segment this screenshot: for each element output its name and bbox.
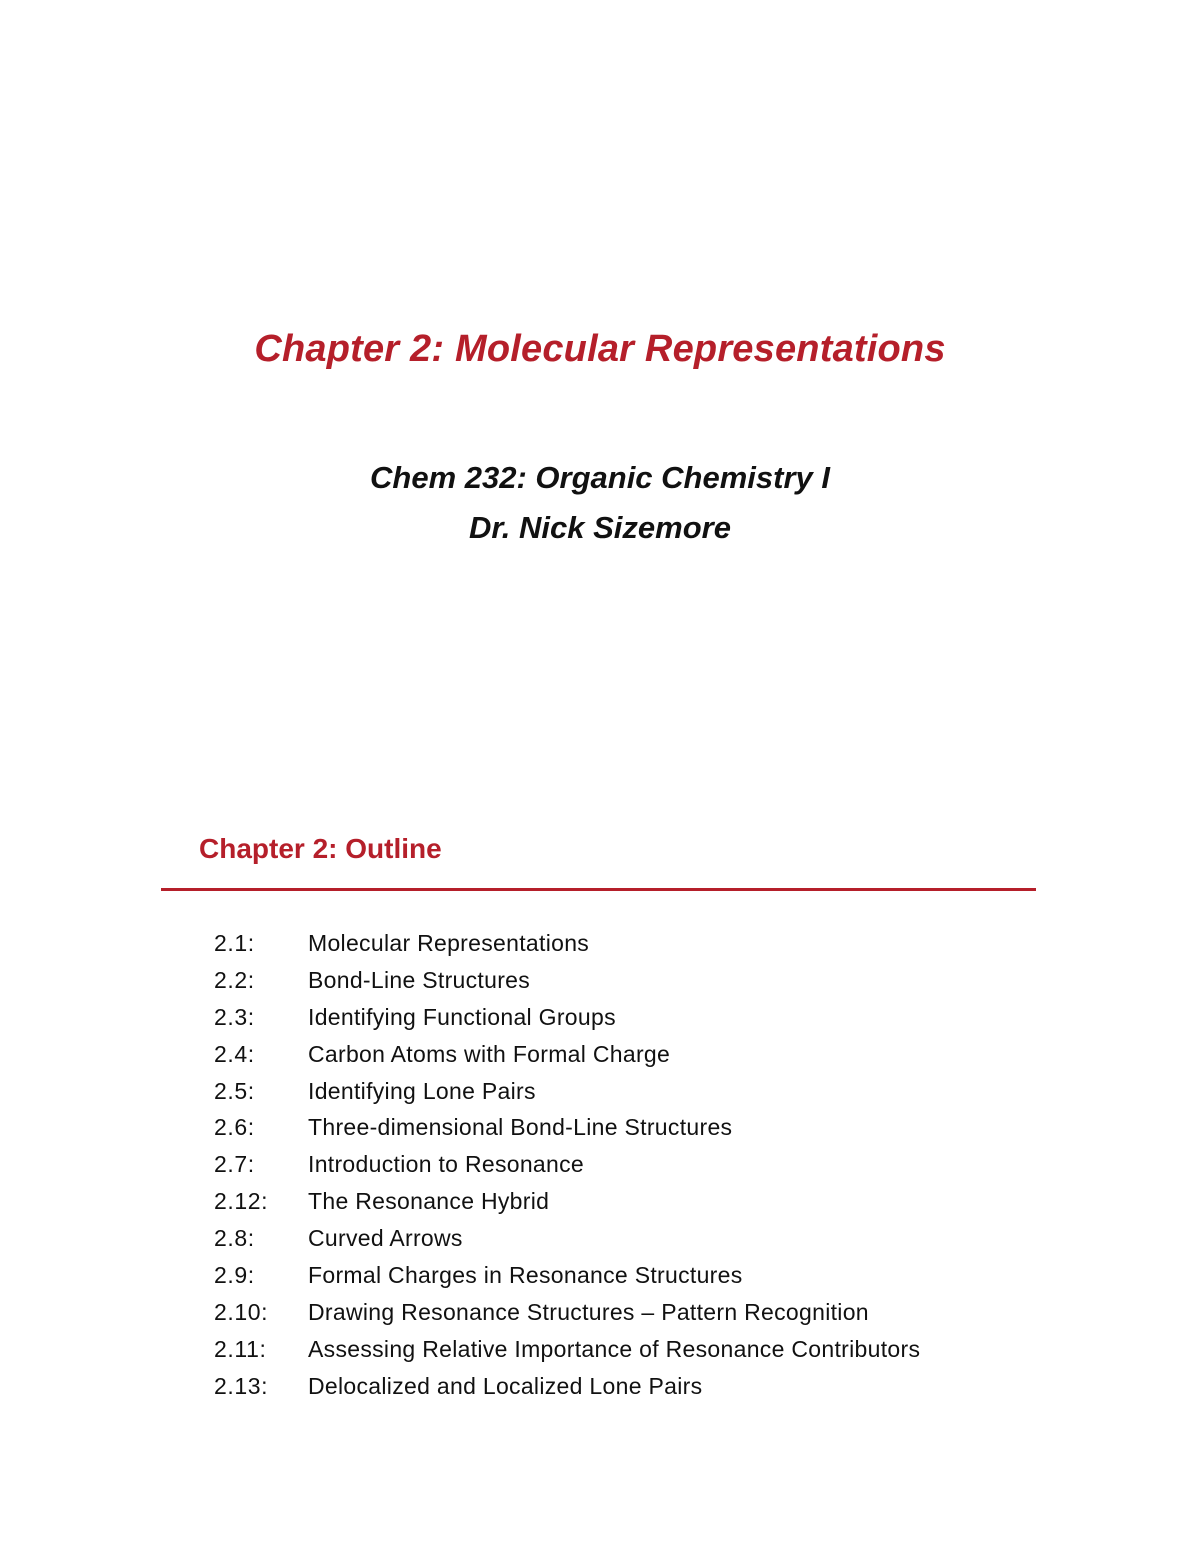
outline-item-number: 2.8: [214, 1225, 255, 1252]
outline-item [214, 1109, 920, 1146]
outline-item [214, 1073, 920, 1110]
outline-item [214, 925, 920, 962]
outline-item [214, 1036, 920, 1073]
outline-item-number: 2.1: [214, 929, 255, 956]
outline-item-title: Drawing Resonance Structures – Pattern Recognition [308, 1298, 869, 1325]
outline-item-number: 2.13: [214, 1372, 269, 1399]
outline-item [214, 1294, 920, 1331]
outline-item-number: 2.12: [214, 1188, 269, 1215]
outline-list [214, 925, 920, 1405]
course-name: Chem 232: Organic Chemistry I [370, 460, 830, 495]
outline-item-number: 2.5: [214, 1077, 255, 1104]
outline-item-number: 2.4: [214, 1040, 255, 1067]
outline-item [214, 1220, 920, 1257]
outline-item [214, 1257, 920, 1294]
outline-item-title: Molecular Representations [308, 929, 590, 956]
outline-item [214, 1146, 920, 1183]
outline-item-number: 2.2: [214, 966, 255, 993]
outline-item-title: Three-dimensional Bond-Line Structures [308, 1114, 733, 1141]
outline-item [214, 999, 920, 1036]
outline-item-title: Curved Arrows [308, 1225, 463, 1252]
outline-item-title: Formal Charges in Resonance Structures [308, 1261, 743, 1288]
outline-item-title: Assessing Relative Importance of Resonance Contributors [308, 1335, 921, 1362]
outline-heading: Chapter 2: Outline [199, 833, 442, 864]
outline-item [214, 962, 920, 999]
outline-item-number: 2.10: [214, 1298, 269, 1325]
outline-item-title: The Resonance Hybrid [308, 1188, 550, 1215]
outline-item-number: 2.9: [214, 1261, 255, 1288]
outline-item-title: Carbon Atoms with Formal Charge [308, 1040, 671, 1067]
outline-item-number: 2.11: [214, 1335, 267, 1362]
outline-divider [161, 888, 1036, 891]
outline-item-title: Identifying Lone Pairs [308, 1077, 536, 1104]
outline-item-number: 2.6: [214, 1114, 255, 1141]
outline-item-title: Introduction to Resonance [308, 1151, 585, 1178]
outline-item-title: Identifying Functional Groups [308, 1003, 616, 1030]
outline-item [214, 1331, 920, 1368]
outline-item-title: Delocalized and Localized Lone Pairs [308, 1372, 703, 1399]
outline-item [214, 1183, 920, 1220]
author-name: Dr. Nick Sizemore [469, 510, 731, 545]
outline-item-number: 2.3: [214, 1003, 255, 1030]
outline-item-title: Bond-Line Structures [308, 966, 531, 993]
chapter-title: Chapter 2: Molecular Representations [254, 328, 946, 370]
outline-item-number: 2.7: [214, 1151, 255, 1178]
outline-item [214, 1368, 920, 1405]
